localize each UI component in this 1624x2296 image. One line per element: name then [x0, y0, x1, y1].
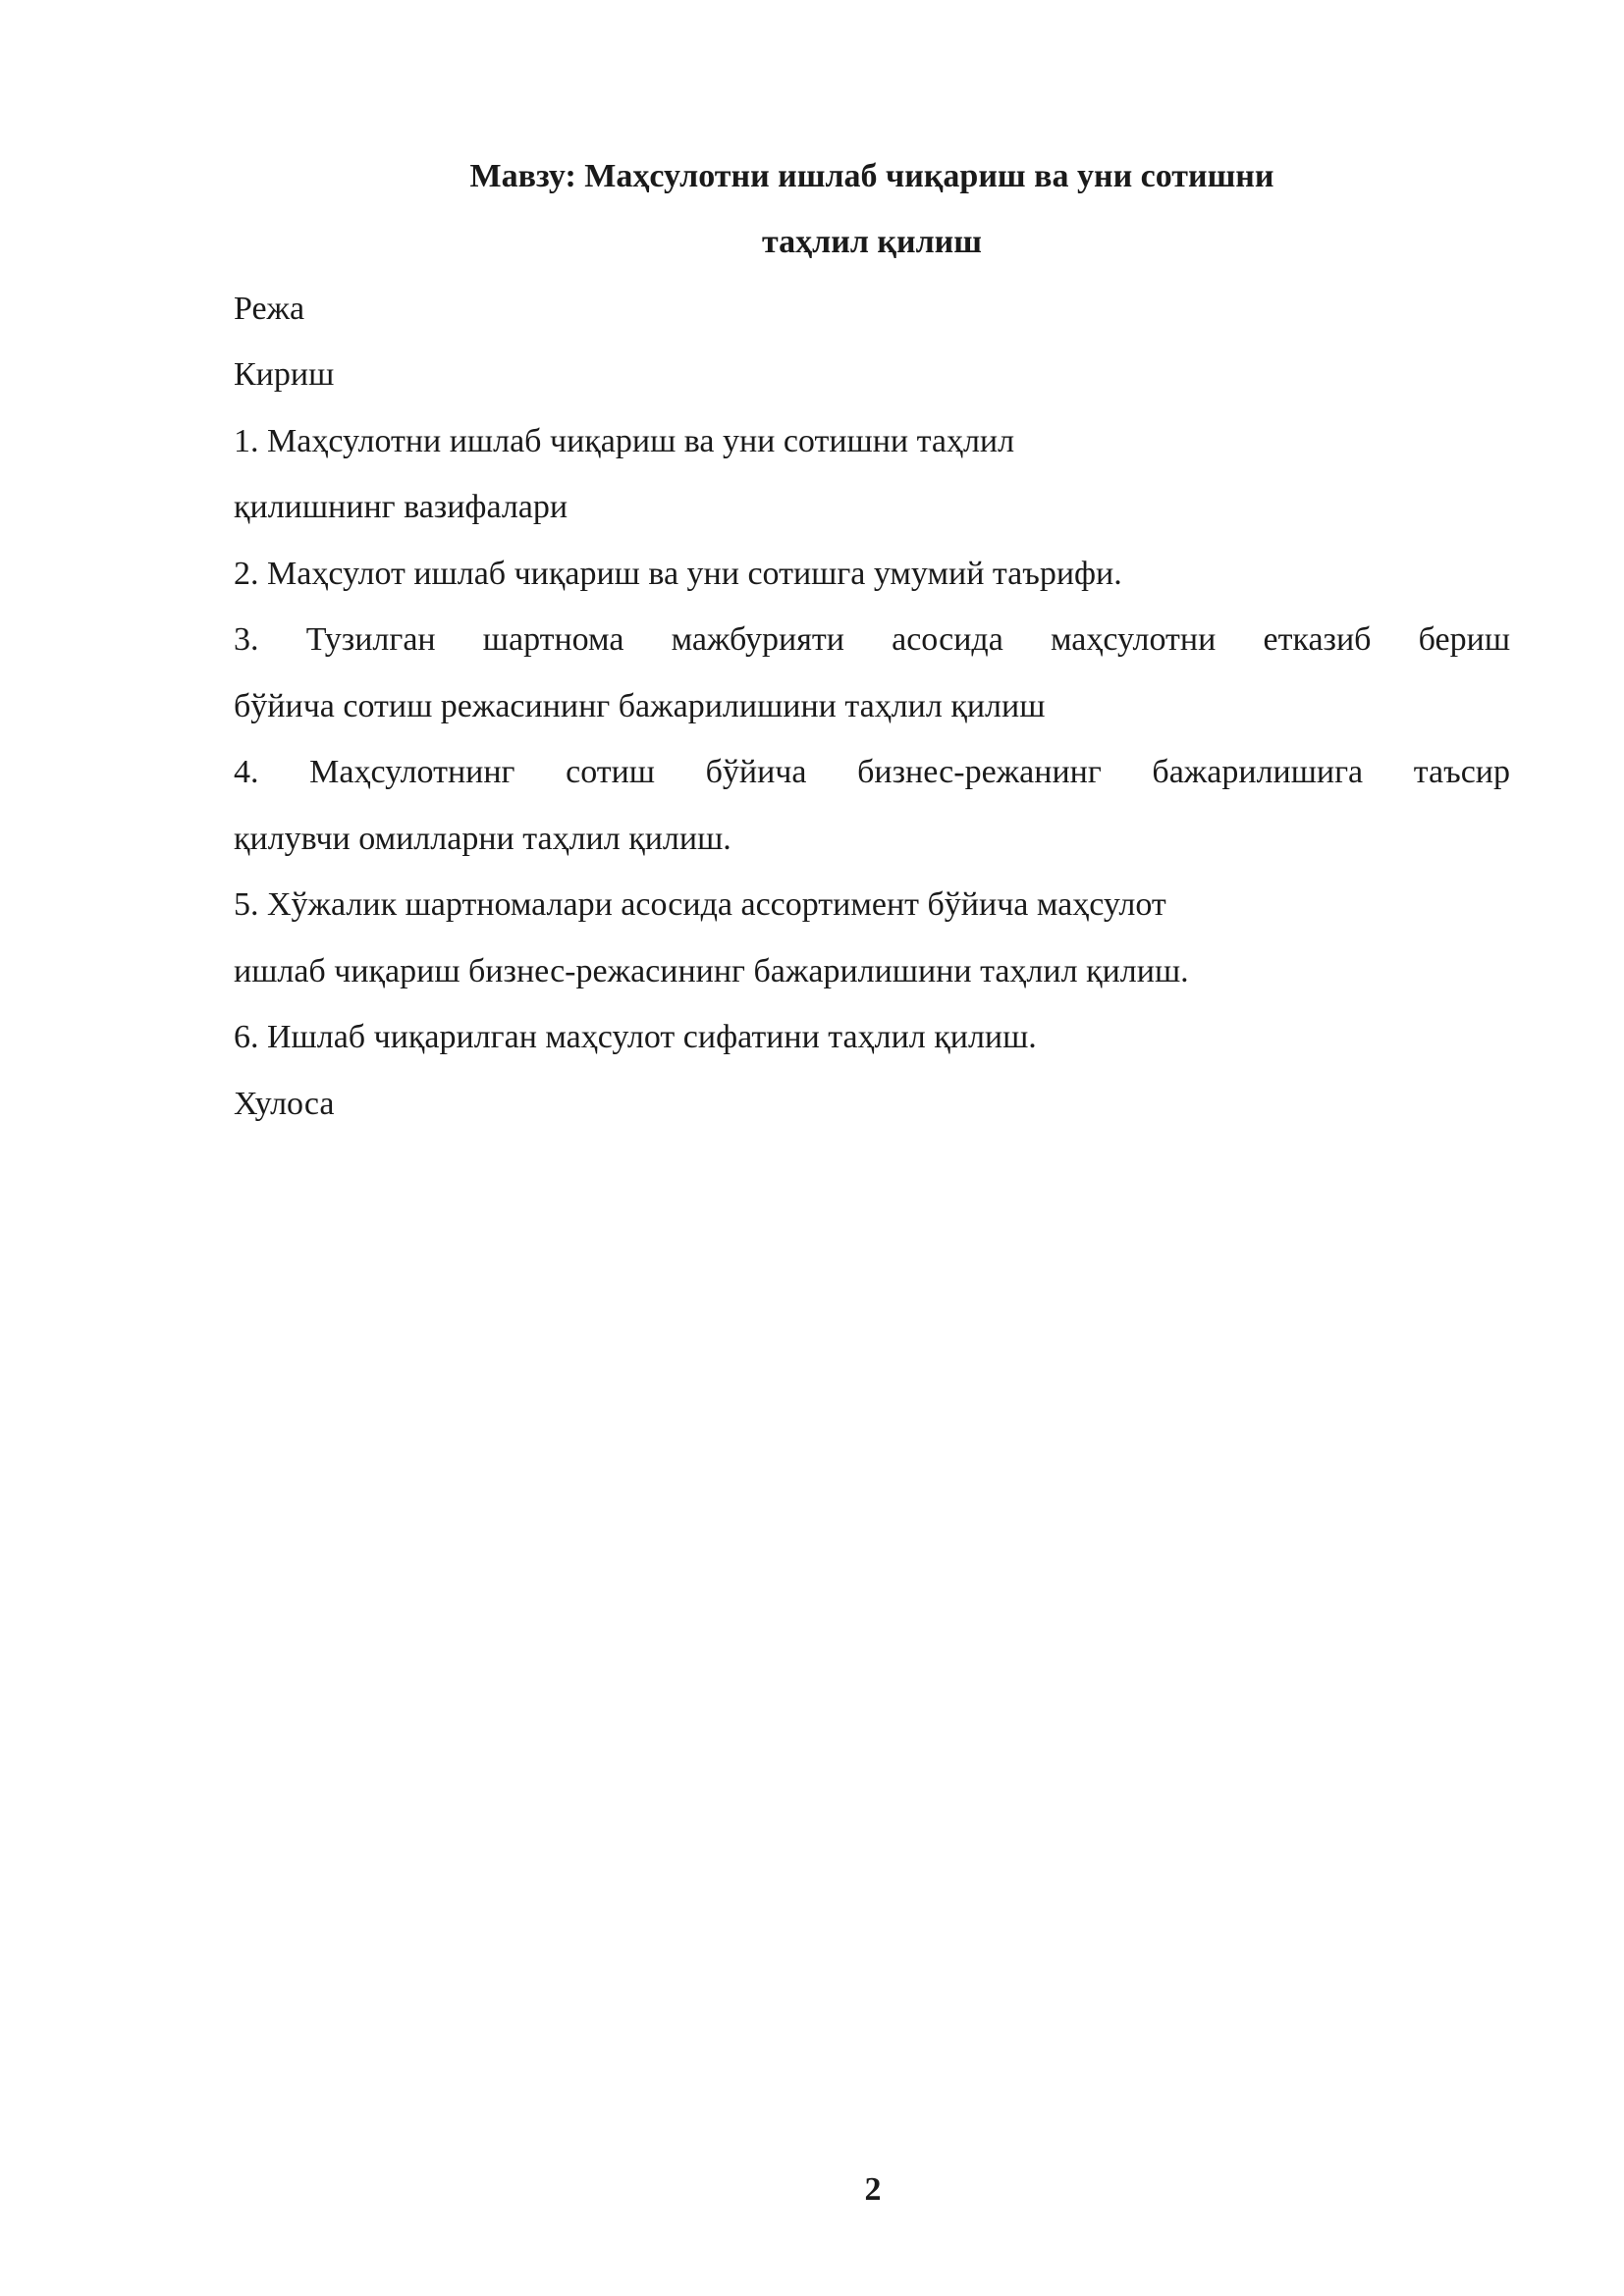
plan-item-5-line-1: 5. Хўжалик шартномалари асосида ассортимент бўйича маҳсулот	[234, 886, 1166, 923]
document-title-line-2: таҳлил қилиш	[762, 224, 982, 260]
plan-item-1-line-2: қилишнинг вазифалари	[234, 489, 568, 525]
plan-item-3-line-1: 3. Тузилган шартнома мажбурияти асосида маҳсулотни етказиб бериш	[234, 621, 1510, 658]
plan-item-6: 6. Ишлаб чиқарилган маҳсулот сифатини таҳлил қилиш.	[234, 1019, 1037, 1055]
plan-item-5-line-2: ишлаб чиқариш бизнес-режасининг бажарилишини таҳлил қилиш.	[234, 953, 1189, 989]
document-title-line-1: Мавзу: Маҳсулотни ишлаб чиқариш ва уни сотишни	[469, 158, 1274, 194]
plan-item-2: 2. Маҳсулот ишлаб чиқариш ва уни сотишга умумий таърифи.	[234, 556, 1122, 592]
page-number: 2	[864, 2171, 882, 2208]
plan-label: Режа	[234, 291, 305, 327]
intro-label: Кириш	[234, 356, 335, 393]
plan-item-1-line-1: 1. Маҳсулотни ишлаб чиқариш ва уни сотишни таҳлил	[234, 423, 1015, 459]
plan-item-3-line-2: бўйича сотиш режасининг бажарилишини таҳлил қилиш	[234, 688, 1046, 724]
plan-item-4-line-1: 4. Маҳсулотнинг сотиш бўйича бизнес-режанинг бажарилишига таъсир	[234, 754, 1510, 790]
plan-item-4-line-2: қилувчи омилларни таҳлил қилиш.	[234, 821, 731, 857]
conclusion-label: Хулоса	[234, 1086, 335, 1122]
